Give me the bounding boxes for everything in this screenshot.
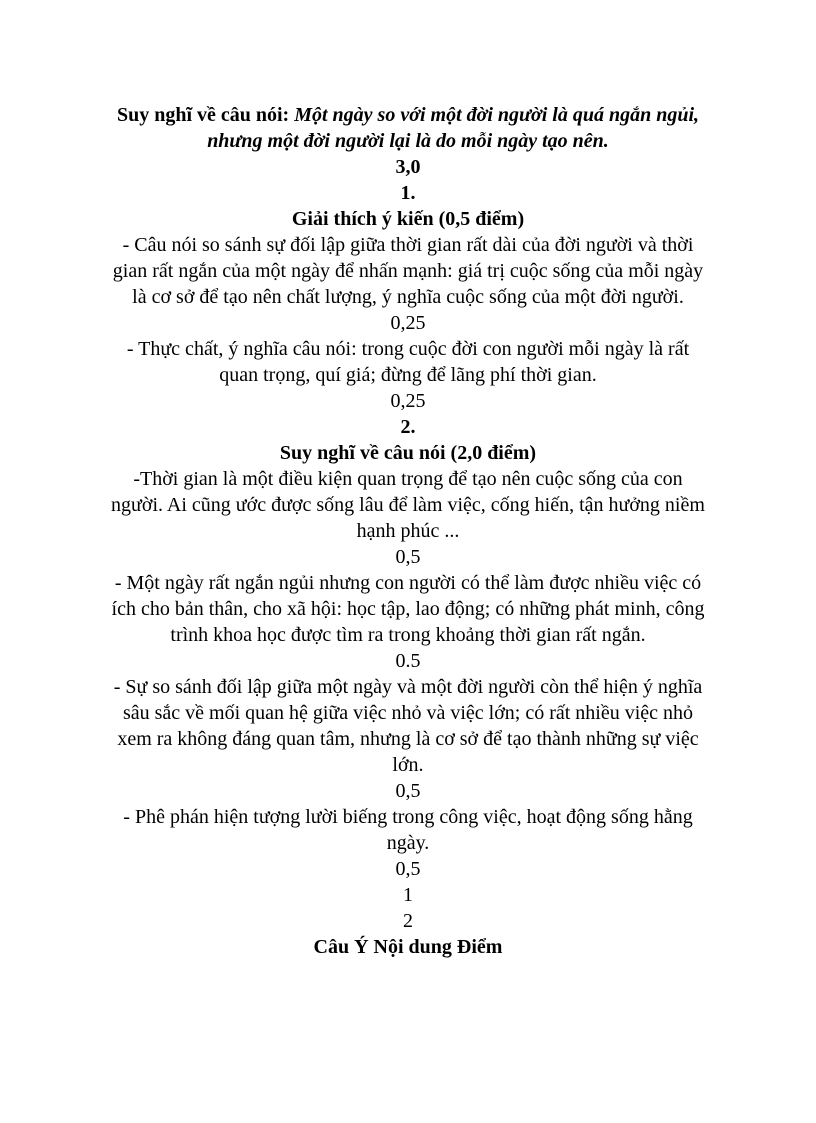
section-1-item-2-text: - Thực chất, ý nghĩa câu nói: trong cuộc đời con người mỗi ngày là rất quan trọng, quí giá; đừng để lãng phí thời gian. bbox=[126, 338, 690, 386]
table-header: Câu Ý Nội dung Điểm bbox=[313, 936, 503, 958]
footer-number-1: 1 bbox=[403, 884, 413, 906]
section-2-number: 2. bbox=[400, 416, 416, 438]
footer-number-2: 2 bbox=[403, 910, 413, 932]
section-2-item-3-text: - Sự so sánh đối lập giữa một ngày và một đời người còn thể hiện ý nghĩa sâu sắc về mối quan hệ giữa việc nhỏ và việc lớn; có rất nhiều việc nhỏ xem ra không đáng quan tâm, nhưng là cơ sở để tạo thành những sự việc lớn. bbox=[113, 676, 703, 776]
section-1-item-2-score: 0,25 bbox=[390, 390, 426, 412]
section-2-heading: Suy nghĩ về câu nói (2,0 điểm) bbox=[279, 442, 537, 464]
section-1-heading: Giải thích ý kiến (0,5 điểm) bbox=[291, 208, 525, 230]
section-2-item-2-score: 0.5 bbox=[395, 650, 421, 672]
section-2-item-1-score: 0,5 bbox=[395, 546, 421, 568]
total-score: 3,0 bbox=[395, 156, 421, 178]
section-1-item-1-text: - Câu nói so sánh sự đối lập giữa thời gian rất dài của đời người và thời gian rất ngắn của một ngày để nhấn mạnh: giá trị cuộc sống của mỗi ngày là cơ sở để tạo nên chất lượng, ý nghĩa cuộc sống của một đời người. bbox=[112, 234, 704, 308]
section-2-item-4-text: - Phê phán hiện tượng lười biếng trong công việc, hoạt động sống hằng ngày. bbox=[123, 806, 693, 854]
essay-title bbox=[108, 102, 708, 154]
section-2-item-4-score: 0,5 bbox=[395, 858, 421, 880]
section-2-item-1-text: -Thời gian là một điều kiện quan trọng để tạo nên cuộc sống của con người. Ai cũng ước được sống lâu để làm việc, cống hiến, tận hưởng niềm hạnh phúc ... bbox=[111, 468, 705, 542]
document-page bbox=[108, 102, 708, 960]
section-1-item-1-score: 0,25 bbox=[390, 312, 426, 334]
title-quote: Một ngày so với một đời người là quá ngắn ngủi, nhưng một đời người lại là do mỗi ngày tạo nên. bbox=[207, 104, 700, 152]
section-1-number: 1. bbox=[400, 182, 416, 204]
section-2-item-2-text: - Một ngày rất ngắn ngủi nhưng con người có thể làm được nhiều việc có ích cho bản thân, cho xã hội: học tập, lao động; có những phát minh, công trình khoa học được tìm ra trong khoảng thời gian rất ngắn. bbox=[111, 572, 705, 646]
title-prefix: Suy nghĩ về câu nói: bbox=[116, 104, 295, 126]
section-2-item-3-score: 0,5 bbox=[395, 780, 421, 802]
